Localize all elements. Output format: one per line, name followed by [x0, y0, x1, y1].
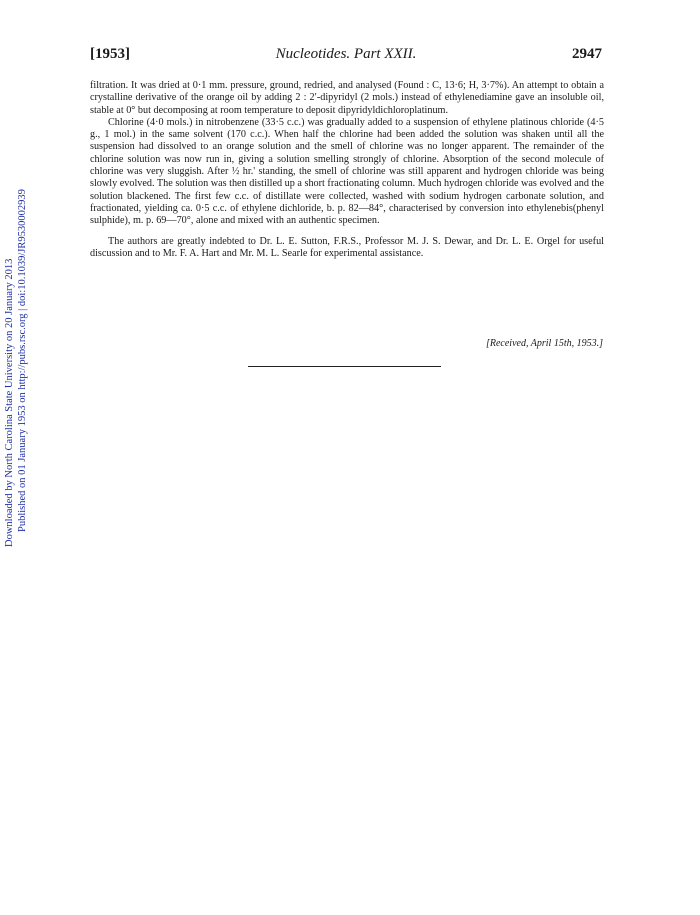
header-title: Nucleotides. Part XXII.	[275, 46, 417, 62]
paragraph-2: Chlorine (4·0 mols.) in nitrobenzene (33·5 c.c.) was gradually added to a suspension of ethylene platinous chloride (4·5 g., 1 mol.) in the same solvent (170 c.c.). When half the chlorine had been added the solution was shaken until all the suspension had dissolved to an orange solution and the smell of chlorine was no longer apparent. The remainder of the chlorine solution was now run in, giving a solution smelling strongly of chlorine. Absorption of the second molecule of chlorine was very sluggish. After ½ hr.' standing, the smell of chlorine was still apparent and hydrogen chloride was being slowly evolved. The solution was then distilled up a short fractionating column. Much hydrogen chloride was evolved and the solution blackened. The first few c.c. of distillate were collected, washed with sodium hydrogen carbonate solution, and fractionated, yielding ca. 0·5 c.c. of ethylene dichloride, b. p. 82—84°, characterised by conversion into ethylenebis(phenyl sulphide), m. p. 69—70°, alone and mixed with an authentic specimen.	[90, 116, 604, 227]
end-rule	[248, 366, 441, 367]
page-number: 2947	[572, 46, 602, 62]
sidebar-notice	[0, 0, 40, 915]
received-date: [Received, April 15th, 1953.]	[485, 338, 603, 349]
acknowledgements-paragraph: The authors are greatly indebted to Dr. L. E. Sutton, F.R.S., Professor M. J. S. Dewar, and Dr. L. E. Orgel for useful discussion and to Mr. F. A. Hart and Mr. M. L. Searle for experimental assistance.	[90, 235, 604, 259]
header-year: [1953]	[90, 46, 130, 62]
sidebar-downloaded-link[interactable]: Downloaded by North Carolina State University on 20 January 2013	[4, 258, 15, 547]
running-header	[90, 46, 602, 68]
article-body	[90, 80, 604, 260]
sidebar-published-link[interactable]: Published on 01 January 1953 on http://pubs.rsc.org | doi:10.1039/JR9530002939	[17, 189, 28, 532]
paragraph-1: filtration. It was dried at 0·1 mm. pressure, ground, redried, and analysed (Found : C, 13·6; H, 3·7%). An attempt to obtain a crystalline derivative of the orange oil by adding 2 : 2′-dipyridyl (2 mols.) instead of ethylenediamine gave an insoluble oil, stable at 0° but decomposing at room temperature to deposit dipyridyldichloroplatinum.	[90, 80, 604, 116]
